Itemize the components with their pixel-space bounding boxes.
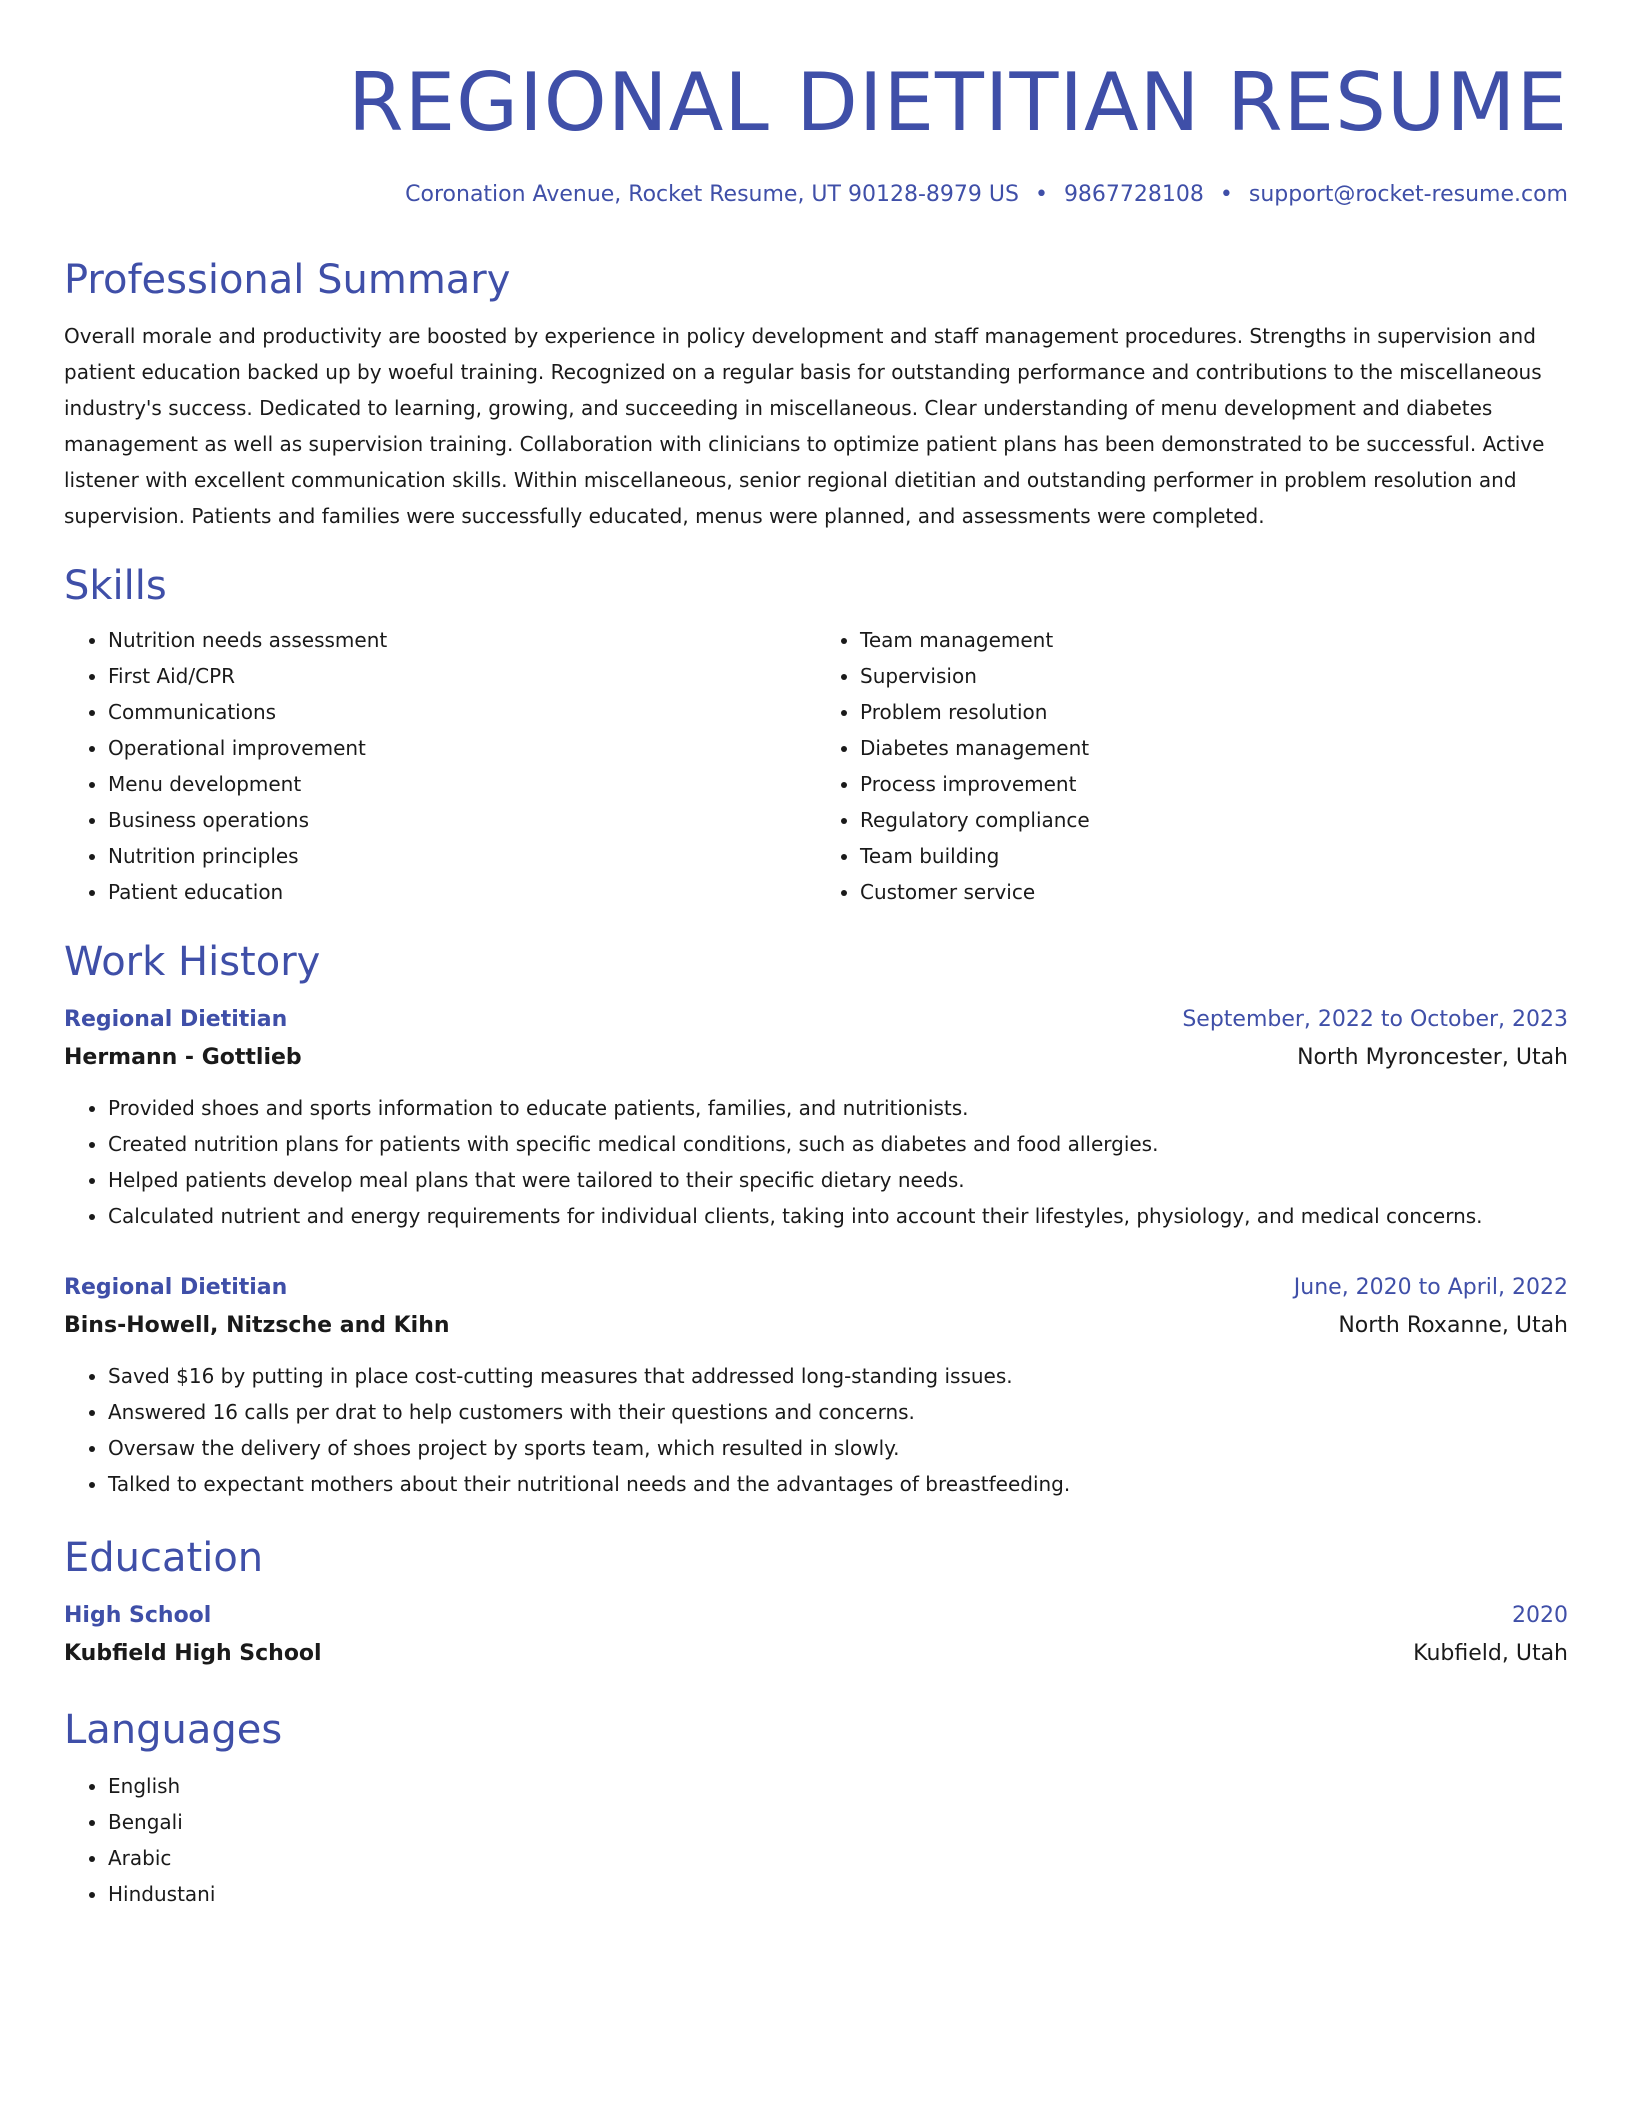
language-item: • English [108,1768,1568,1804]
job-dates: June, 2020 to April, 2022 [1293,1275,1568,1300]
education-school: Kubfield High School [64,1641,322,1666]
skill-item: • Customer service [860,874,1568,910]
language-item: • Arabic [108,1840,1568,1876]
job-dates: September, 2022 to October, 2023 [1182,1007,1568,1032]
job-role: Regional Dietitian [64,1007,288,1032]
skill-item: • Menu development [108,766,816,802]
job-bullet: • Talked to expectant mothers about their nutritional needs and the advantages of breastfeeding. [108,1466,1568,1502]
skill-item: • Communications [108,694,816,730]
languages-heading: Languages [64,1707,283,1753]
job-bullet: • Created nutrition plans for patients with specific medical conditions, such as diabetes and food allergies. [108,1126,1568,1162]
skills-heading: Skills [64,563,167,609]
skill-item: • Nutrition principles [108,838,816,874]
language-item: • Hindustani [108,1876,1568,1912]
job-location: North Myroncester, Utah [1297,1045,1568,1070]
job-company: Hermann - Gottlieb [64,1045,302,1070]
language-item: • Bengali [108,1804,1568,1840]
skill-item: • Process improvement [860,766,1568,802]
job-header-row [64,1270,1568,1306]
resume-title: REGIONAL DIETITIAN RESUME [348,56,1568,149]
skill-item: • First Aid/CPR [108,658,816,694]
skill-item: • Team building [860,838,1568,874]
contact-email[interactable]: support@rocket-resume.com [1248,182,1568,207]
job-bullets [64,1090,1568,1234]
skill-item: • Problem resolution [860,694,1568,730]
contact-separator: • [1219,182,1233,207]
job-bullet: • Calculated nutrient and energy requirements for individual clients, taking into account their lifestyles, physiology, and medical concerns. [108,1198,1568,1234]
summary-heading: Professional Summary [64,257,511,303]
skills-column-left [64,622,816,910]
job-bullet: • Saved $16 by putting in place cost-cutting measures that addressed long-standing issues. [108,1358,1568,1394]
skill-item: • Supervision [860,658,1568,694]
languages-list [64,1768,1568,1912]
skill-item: • Business operations [108,802,816,838]
job-bullets [64,1358,1568,1502]
job-entry [64,1270,1568,1502]
skills-list [64,622,1568,910]
education-degree: High School [64,1603,212,1628]
job-header-row [64,1002,1568,1038]
work-history-heading: Work History [64,939,321,985]
job-bullet: • Provided shoes and sports information to educate patients, families, and nutritionists. [108,1090,1568,1126]
skill-item: • Diabetes management [860,730,1568,766]
education-header-row [64,1598,1568,1634]
skill-item: • Operational improvement [108,730,816,766]
job-bullet: • Helped patients develop meal plans that were tailored to their specific dietary needs. [108,1162,1568,1198]
contact-separator: • [1034,182,1048,207]
job-bullet: • Oversaw the delivery of shoes project by sports team, which resulted in slowly. [108,1430,1568,1466]
job-entry [64,1002,1568,1234]
skill-item: • Nutrition needs assessment [108,622,816,658]
education-year: 2020 [1512,1603,1568,1628]
skills-column-right [816,622,1568,910]
job-company-row [64,1306,1568,1346]
skill-item: • Regulatory compliance [860,802,1568,838]
education-heading: Education [64,1535,264,1581]
contact-phone: 9867728108 [1063,182,1204,207]
contact-address: Coronation Avenue, Rocket Resume, UT 90128-8979 US [405,182,1019,207]
skill-item: • Team management [860,622,1568,658]
skill-item: • Patient education [108,874,816,910]
job-company-row [64,1038,1568,1078]
job-company: Bins-Howell, Nitzsche and Kihn [64,1313,450,1338]
job-bullet: • Answered 16 calls per drat to help customers with their questions and concerns. [108,1394,1568,1430]
job-role: Regional Dietitian [64,1275,288,1300]
job-location: North Roxanne, Utah [1338,1313,1568,1338]
education-school-row [64,1634,1568,1674]
education-entry [64,1598,1568,1674]
contact-line [64,178,1568,212]
summary-text: Overall morale and productivity are boosted by experience in policy development and staff management procedures. Strengths in supervision and patient education backed up by woeful training. Recognized on a regular basis for outstanding performance and contributions to the miscellaneous industry's success. Dedicated to learning, growing, and succeeding in miscellaneous. Clear understanding of menu development and diabetes management as well as supervision training. Collaboration with clinicians to optimize patient plans has been demonstrated to be successful. Active listener with excellent communication skills. Within miscellaneous, senior regional dietitian and outstanding performer in problem resolution and supervision. Patients and families were successfully educated, menus were planned, and assessments were completed. [64,324,1545,528]
education-location: Kubfield, Utah [1413,1641,1568,1666]
